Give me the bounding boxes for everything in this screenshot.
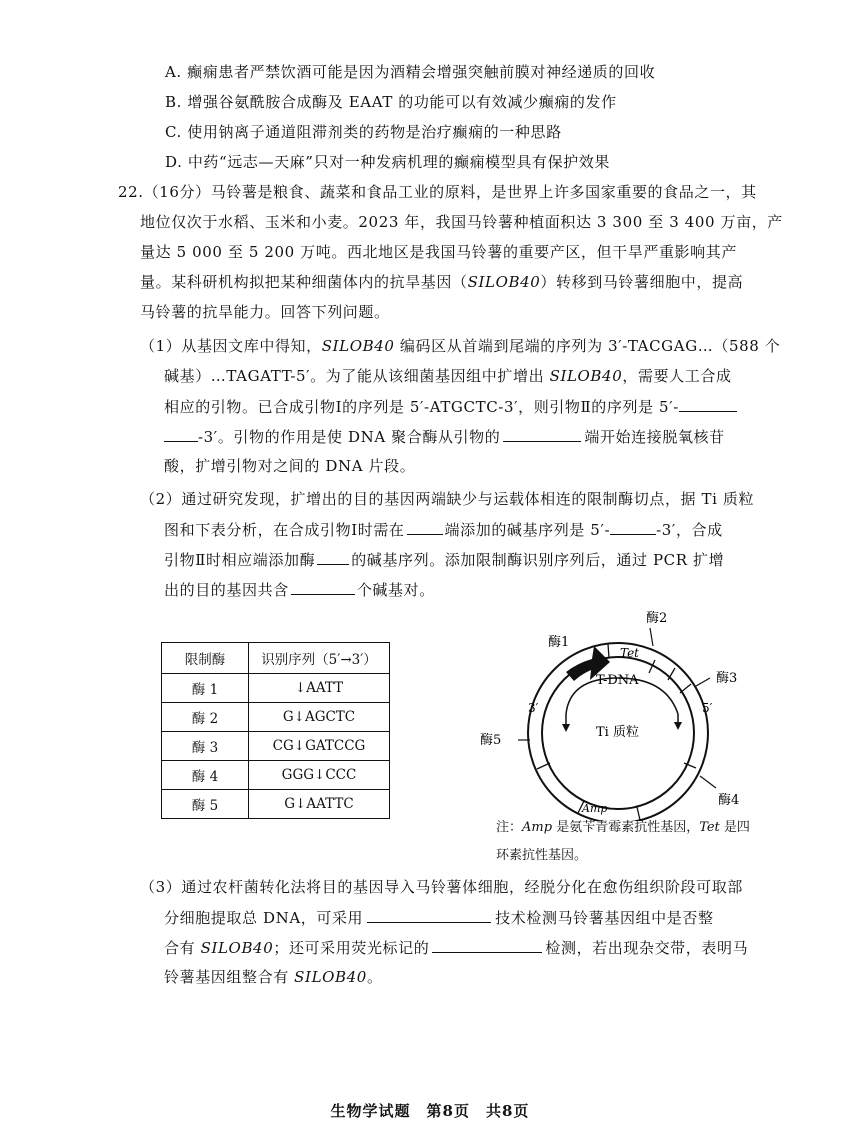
enzyme3-pointer [696,678,710,686]
p3-text: 检测，若出现杂交带，表明马 [545,939,749,957]
table-row [162,761,390,790]
note-gene: Tet [699,820,720,835]
p3-text: 技术检测马铃薯基因组中是否整 [495,909,714,927]
tet-gene-label: Tet [620,646,639,660]
p2-line-4 [164,578,435,601]
tdna-right-arrowhead [674,722,682,730]
segment-divider [680,684,691,693]
note-text: 是四 [719,820,750,835]
tdna-label: T-DNA [596,673,639,688]
q22-stem-text: 量。某科研机构拟把某种细菌体内的抗旱基因（ [140,273,468,291]
p3-text: 铃薯基因组整合有 [164,968,295,986]
sequence-cell: CG↓GATCCG [249,732,390,761]
enzyme2-label: 酶2 [646,611,668,626]
p1-line-1 [140,335,780,357]
p1-text: 端开始连接脱氧核苷 [584,428,725,446]
segment-divider [537,763,550,769]
restriction-enzyme-table [161,642,390,819]
q22-stem-line-2: 地位仅次于水稻、玉米和小麦。2023 年，我国马铃薯种植面积达 3 300 至 3 400 万亩，产 [140,213,783,231]
enzyme-cell: 酶 1 [162,674,249,703]
enzyme4-pointer [700,776,716,788]
end-5-label: 5′ [702,701,713,715]
p3-text: 分细胞提取总 DNA，可采用 [164,909,364,927]
note-text: 是氨苄青霉素抗性基因， [552,820,700,835]
enzyme-cell: 酶 5 [162,790,249,819]
diagram-note-line-2: 环素抗性基因。 [496,848,588,863]
p1-text: （1）从基因文库中得知， [140,337,322,355]
answer-blank-bp-count[interactable] [291,578,355,595]
option-b: B. 增强谷氨酰胺合成酶及 EAAT 的功能可以有效减少癫痫的发作 [165,93,617,111]
enzyme-cell: 酶 3 [162,732,249,761]
p2-text: 出的目的基因共含 [164,581,289,599]
answer-blank-sequence[interactable] [610,518,656,535]
gene-name: SILOB40 [467,273,541,291]
q22-stem-line-1: 22.（16分）马铃薯是粮食、蔬菜和食品工业的原料，是世界上许多国家重要的食品之一，其 [118,183,757,201]
answer-blank-primer-end[interactable] [503,425,581,442]
page-footer: 生物学试题 第8页 共8页 [330,1102,530,1120]
gene-name: SILOB40 [549,367,623,385]
q22-stem-line-3: 量达 5 000 至 5 200 万吨。西北地区是我国马铃薯的重要产区，但干旱严重影响其产 [140,243,737,261]
gene-name: SILOB40 [321,337,395,355]
answer-blank-enzyme[interactable] [317,548,349,565]
diagram-note-line-1 [496,815,750,841]
enzyme1-label: 酶1 [548,635,570,650]
p3-text: 合有 [164,939,201,957]
enzyme-cell: 酶 2 [162,703,249,732]
end-3-label: 3′ [528,701,539,715]
q22-stem-line-4 [140,271,743,293]
answer-blank-end[interactable] [407,518,443,535]
table-row [162,732,390,761]
segment-divider [608,644,609,658]
p3-line-4 [164,966,383,988]
table-row [162,790,390,819]
answer-blank-technique[interactable] [367,906,491,923]
option-c: C. 使用钠离子通道阻滞剂类的药物是治疗癫痫的一种思路 [165,123,562,141]
p2-line-3 [164,548,724,571]
table-row [162,703,390,732]
q22-stem-text: ）转移到马铃薯细胞中，提高 [540,273,744,291]
sequence-cell: GGG↓CCC [249,761,390,790]
enzyme5-label: 酶5 [480,733,502,748]
enzyme-cell: 酶 4 [162,761,249,790]
option-d: D. 中药“远志—天麻”只对一种发病机理的癫痫模型具有保护效果 [165,153,610,171]
answer-blank-probe[interactable] [432,936,542,953]
p3-line-3 [164,936,748,959]
table-row [162,674,390,703]
amp-gene-label: Amp [582,802,608,815]
p2-line-1: （2）通过研究发现，扩增出的目的基因两端缺少与运载体相连的限制酶切点，据 Ti 质粒 [140,490,755,508]
p2-text: 端添加的碱基序列是 5′- [444,521,611,539]
q22-stem-line-5: 马铃薯的抗旱能力。回答下列问题。 [140,303,390,321]
sequence-cell: G↓AGCTC [249,703,390,732]
p2-text: 个碱基对。 [356,581,435,599]
note-gene: Amp [522,820,553,835]
gene-name: SILOB40 [294,968,367,986]
p2-text: 的碱基序列。添加限制酶识别序列后，通过 PCR 扩增 [351,551,725,569]
option-a: A. 癫痫患者严禁饮酒可能是因为酒精会增强突触前膜对神经递质的回收 [165,63,656,81]
p1-text: -3′。引物的作用是使 DNA 聚合酶从引物的 [198,428,501,446]
ti-plasmid-diagram [470,606,770,821]
enzyme3-label: 酶3 [716,671,738,686]
p3-line-2 [164,906,714,929]
p2-text: -3′，合成 [656,521,723,539]
p3-line-1: （3）通过农杆菌转化法将目的基因导入马铃薯体细胞，经脱分化在愈伤组织阶段可取部 [140,878,743,896]
p1-text: 碱基）…TAGATT-5′。为了能从该细菌基因组中扩增出 [164,367,550,385]
sequence-cell: ↓AATT [249,674,390,703]
p1-line-4 [164,425,725,448]
p2-text: 引物Ⅱ时相应端添加酶 [164,551,316,569]
table-header-sequence: 识别序列（5′→3′） [249,643,390,674]
p1-line-2 [164,365,732,387]
table-header-enzyme: 限制酶 [162,643,249,674]
p1-text: 编码区从首端到尾端的序列为 3′-TACGAG…（588 个 [394,337,781,355]
p3-text: ；还可采用荧光标记的 [273,939,430,957]
enzyme2-pointer [650,628,653,646]
gene-name: SILOB40 [200,939,274,957]
p3-text: 。 [366,968,383,986]
tdna-left-arrowhead [562,724,570,732]
note-text: 注： [496,820,523,835]
p1-text: ，需要人工合成 [622,367,732,385]
p2-text: 图和下表分析，在合成引物Ⅰ时需在 [164,521,405,539]
answer-blank-primer2-a[interactable] [679,395,737,412]
p2-line-2 [164,518,723,541]
enzyme4-label: 酶4 [718,793,740,808]
plasmid-center-label: Ti 质粒 [596,725,639,740]
answer-blank-primer2-b[interactable] [164,425,198,442]
p1-line-5: 酸，扩增引物对之间的 DNA 片段。 [164,457,416,475]
p1-line-3 [164,395,737,418]
p1-text: 相应的引物。已合成引物Ⅰ的序列是 5′-ATGCTC-3′，则引物Ⅱ的序列是 5′- [164,398,679,416]
sequence-cell: G↓AATTC [249,790,390,819]
